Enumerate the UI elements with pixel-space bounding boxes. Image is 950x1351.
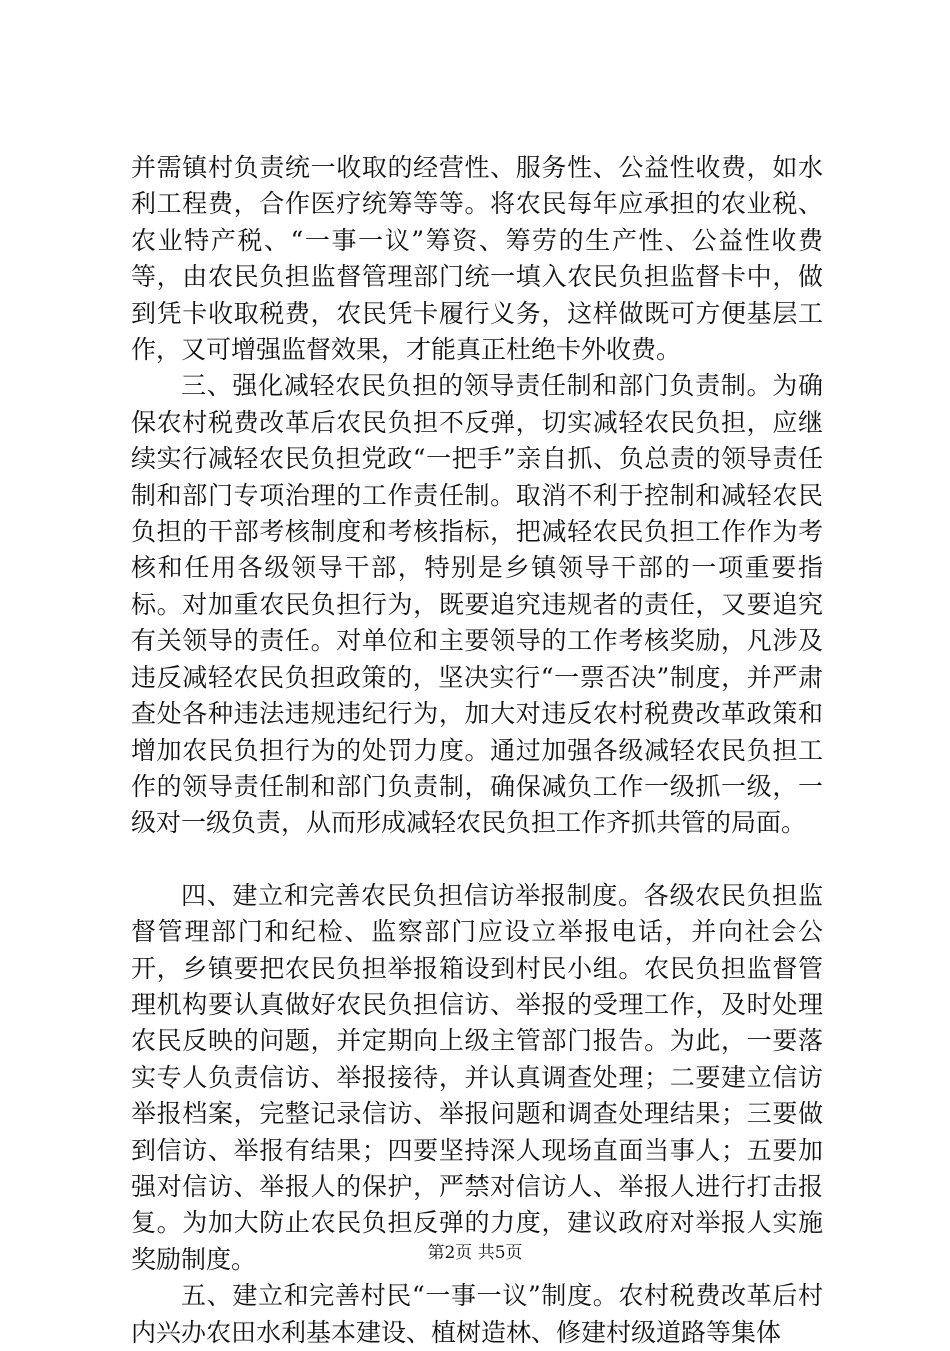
paragraph-section-four: 四、建立和完善农民负担信访举报制度。各级农民负担监督管理部门和纪检、监察部门应设立举报电话，并向社会公开，乡镇要把农民负担举报箱设到村民小组。农民负担监督管理机构要认真做好农民负担信访、举报的受理工作，及时处理农民反映的问题，并定期向上级主管部门报告。为此，一要落实专人负责信访、举报接待，并认真调查处理；二要建立信访举报档案，完整记录信访、举报问题和调查处理结果；三要做到信访、举报有结果；四要坚持深人现场直面当事人；五要加强对信访、举报人的保护，严禁对信访人、举报人进行打击报复。为加大防止农民负担反弹的力度，建议政府对举报人实施奖励制度。 [131,880,823,1274]
page-footer: 第2页 共5页 [427,1243,523,1263]
paragraph-section-five: 五、建立和完善村民“一事一议”制度。农村税费改革后村内兴办农田水利基本建设、植树造林、修建村级道路等集体 [131,1281,823,1347]
paragraph-section-three: 三、强化减轻农民负担的领导责任制和部门负责制。为确保农村税费改革后农民负担不反弹，切实减轻农民负担，应继续实行减轻农民负担党政“一把手”亲自抓、负总责的领导责任制和部门专项治理的工作责任制。取消不利于控制和减轻农民负担的干部考核制度和考核指标，把减轻农民负担工作作为考核和任用各级领导干部，特别是乡镇领导干部的一项重要指标。对加重农民负担行为，既要追究违规者的责任，又要追究有关领导的责任。对单位和主要领导的工作考核奖励，凡涉及违反减轻农民负担政策的，坚决实行“一票否决”制度，并严肃查处各种违法违规违纪行为，加大对违反农村税费改革政策和增加农民负担行为的处罚力度。通过加强各级减轻农民负担工作的领导责任制和部门负责制，确保减负工作一级抓一级，一级对一级负责，从而形成减轻农民负担工作齐抓共管的局面。 [131,371,823,838]
document-body [131,150,823,1351]
paragraph-continuation: 并需镇村负责统一收取的经营性、服务性、公益性收费，如水利工程费，合作医疗统筹等等。将农民每年应承担的农业税、农业特产税、“一事一议”筹资、筹劳的生产性、公益性收费等，由农民负担监督管理部门统一填入农民负担监督卡中，做到凭卡收取税费，农民凭卡履行义务，这样做既可方便基层工作，又可增强监督效果，才能真正杜绝卡外收费。 [131,153,823,365]
